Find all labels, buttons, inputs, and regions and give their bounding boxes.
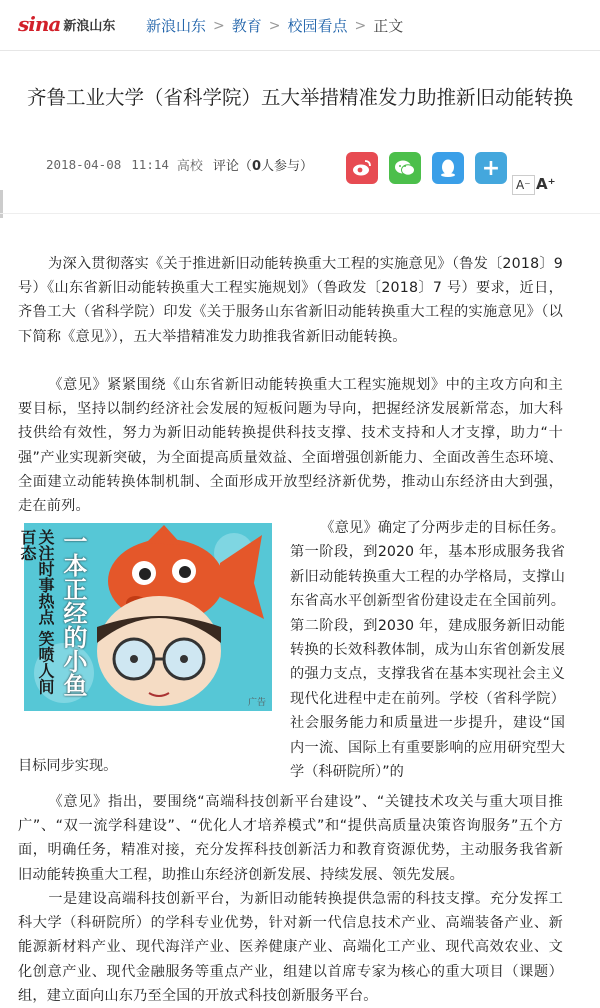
article-paragraph: 《意见》紧紧围绕《山东省新旧动能转换重大工程实施规划》中的主攻方向和主要目标，坚持以制约经济社会发展的短板问题为导向，把握经济发展新常态，加大科技供给有效性，努力为新旧动能转换提供科技支撑、技术支持和人才支撑，助力“十强”产业实现新突破，为全面提高质量效益、全面增强创新能力、全面改善生态环境、全面建立动能转换体制机制、全面形成开放型经济新优势，推动山东经济由大到强，走在前列。 xyxy=(18,377,563,515)
share-wechat-button[interactable] xyxy=(389,152,421,184)
breadcrumb-campus[interactable]: 校园看点 xyxy=(287,17,348,35)
figure-vertical-left-text: 关注时事热点 笑喷人间百态 xyxy=(18,529,55,695)
article-source[interactable]: 高校 xyxy=(176,158,203,174)
top-bar xyxy=(0,0,600,51)
chevron-right-icon: > xyxy=(354,17,367,34)
share-qq-button[interactable] xyxy=(432,152,464,184)
breadcrumb xyxy=(146,15,403,36)
logo-region: 新浪山东 xyxy=(63,18,116,34)
breadcrumb-current: 正文 xyxy=(373,17,404,35)
font-smaller-button[interactable]: A⁻ xyxy=(512,175,535,195)
chevron-right-icon: > xyxy=(268,17,281,34)
article-paragraph: 《意见》确定了分两步走的目标任务。第一阶段，到2020 年，基本形成服务我省新旧动能转换重大工程的办学格局，支撑山东省高水平创新型省份建设走在全国前列。第二阶段，到2030 年，建成服务新旧动能转换的长效科教体制，成为山东省创新发展的强力支点，支撑我省在基本实现社会主义现代化进程中走在前列。学校（省科学院）社会服务能力和质量进一步提升，建设“国内一流、国际上有重要影响的应用研究型大学（科研院所）”的 xyxy=(290,520,565,781)
breadcrumb-home[interactable]: 新浪山东 xyxy=(146,17,207,35)
font-larger-button[interactable]: A⁺ xyxy=(536,175,556,193)
comment-label: 评论（ xyxy=(212,158,252,174)
article-paragraph: 为深入贯彻落实《关于推进新旧动能转换重大工程的实施意见》（鲁发〔2018〕9 号）《山东省新旧动能转换重大工程实施规划》（鲁政发〔2018〕7 号）要求，近日，齐鲁工大（省科学院）印发《关于服务山东省新旧动能转换重大工程的实施意见》（以下简称《意见》），五大举措精准发力助推我省新旧动能转换。 xyxy=(18,256,563,345)
comment-suffix: 人参与） xyxy=(260,158,313,174)
weibo-icon xyxy=(352,159,372,177)
article-paragraph: 《意见》指出，要围绕“高端科技创新平台建设”、“关键技术攻关与重大项目推广”、“双一流学科建设”、“优化人才培养模式”和“提供高质量决策咨询服务”五个方面，明确任务，精准对接，充分发挥科技创新活力和教育资源优势，主动服务我省新旧动能转换重大工程，助推山东经济创新发展、持续发展、领先发展。 xyxy=(18,794,563,883)
advert-watermark: 广告 xyxy=(247,698,266,708)
article-meta xyxy=(46,152,313,176)
comment-link[interactable] xyxy=(213,155,313,174)
share-more-button[interactable] xyxy=(475,152,507,184)
breadcrumb-education[interactable]: 教育 xyxy=(231,17,262,35)
publish-date: 2018-04-08 xyxy=(46,156,122,172)
figure-vertical-right-text: 一本正经的小鱼 xyxy=(59,529,87,697)
logo-wordmark: sina xyxy=(18,12,61,36)
advert-image[interactable] xyxy=(18,523,272,711)
qq-icon xyxy=(439,158,457,178)
share-weibo-button[interactable] xyxy=(346,152,378,184)
sina-logo[interactable] xyxy=(18,12,115,36)
article-paragraph-continued: 目标同步实现。 xyxy=(18,758,118,774)
article-title: 齐鲁工业大学（省科学院）五大举措精准发力助推新旧动能转换 xyxy=(26,86,573,109)
publish-time: 11:14 xyxy=(131,156,169,172)
article-paragraph: 一是建设高端科技创新平台，为新旧动能转换提供急需的科技支撑。充分发挥工科大学（科研院所）的学科专业优势，针对新一代信息技术产业、高端装备产业、新能源新材料产业、现代海洋产业、医养健康产业、高端化工产业、现代高效农业、文化创意产业、现代金融服务等重点产业，组建以首席专家为核心的重大项目（课题）组，建立面向山东乃至全国的开放式科技创新服务平台。 xyxy=(18,891,563,1004)
wechat-icon xyxy=(394,159,416,177)
plus-icon: + xyxy=(481,155,501,181)
divider xyxy=(0,213,600,214)
chevron-right-icon: > xyxy=(213,17,225,34)
comment-count: 0 xyxy=(251,158,261,174)
